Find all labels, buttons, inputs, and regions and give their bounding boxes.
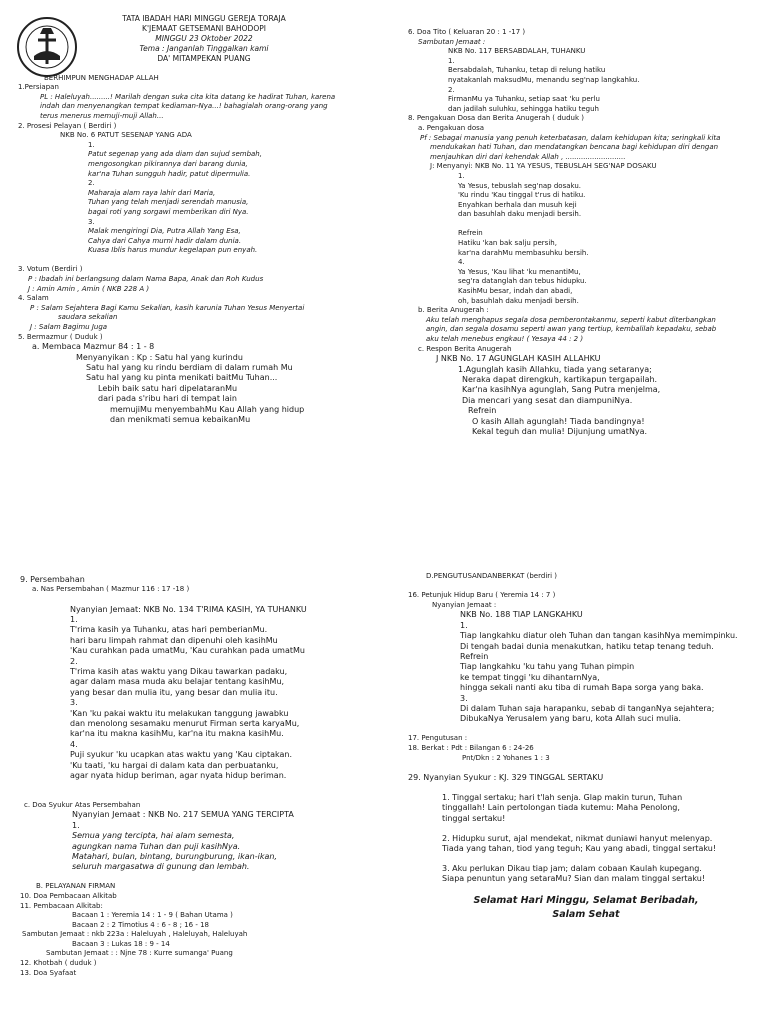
text-line: saudara sekalian: [58, 313, 118, 322]
text-line: Enyahkan berhala dan musuh keji: [458, 200, 577, 209]
text-line: Salam Sehat: [552, 909, 620, 921]
blank-line: [408, 854, 764, 864]
blank-line: [20, 791, 392, 801]
text-line: Patut segenap yang ada diam dan sujud sembah,: [88, 150, 262, 159]
text-line: hari baru limpah rahmat dan dipenuhi oleh kasihMu: [70, 635, 278, 645]
text-line: c. Doa Syukur Atas Persembahan: [24, 800, 141, 809]
text-line: Refrein: [458, 229, 483, 238]
column-bottom-right: [408, 572, 764, 922]
text-line: BERHIMPUN MENGHADAP ALLAH: [44, 73, 159, 82]
blank-line: [408, 725, 764, 735]
text-line: oh, basuhlah daku menjadi bersih.: [458, 296, 579, 305]
text-line: seg'ra datanglah dan tebus hidupku.: [458, 277, 587, 286]
text-line: agar dalam masa muda aku belajar tentang kasihMu,: [70, 677, 285, 687]
text-line: PL : Haleluyah.........! Marilah dengan suka cita kita datang ke hadirat Tuhan, karena: [40, 92, 336, 101]
text-line: MINGGU 23 Oktober 2022: [155, 34, 253, 43]
text-line: Matahari, bulan, bintang, burungburung, ikan-ikan,: [72, 851, 277, 861]
text-line: Maharaja alam raya lahir dari Maria,: [88, 188, 216, 197]
text-line: aku telah menebus engkau! ( Yesaya 44 : 2 ): [426, 335, 584, 343]
text-line: Sambutan Jemaat : nkb 223a : Haleluyah , Haleluyah, Haleluyah: [22, 930, 248, 939]
blank-line: [408, 824, 764, 834]
text-line: NKB No. 6 PATUT SESENAP YANG ADA: [60, 131, 192, 140]
text-line: seluruh margasatwa di gunung dan lembah.: [72, 862, 250, 872]
text-line: 3. Votum (Berdiri ): [18, 265, 83, 274]
text-line: dan basuhlah daku menjadi bersih.: [458, 210, 582, 219]
text-line: Kuasa Iblis harus mundur kegelapan pun enyah.: [88, 246, 258, 255]
blank-line: [408, 783, 764, 793]
text-line: dan menikmati semua kebaikanMu: [110, 415, 251, 425]
text-line: 4. Salam: [18, 294, 49, 303]
text-line: Siapa penuntun yang setaraMu? Sian dan malam tinggal sertaku!: [442, 874, 706, 884]
text-line: 17. Pengutusan :: [408, 734, 468, 743]
text-line: dari pada s'ribu hari di tempat lain: [98, 394, 237, 404]
text-line: Kar'na kasihNya agunglah, Sang Putra menjelma,: [462, 385, 661, 395]
text-line: Satu hal yang ku rindu berdiam di dalam rumah Mu: [86, 363, 293, 373]
text-line: 5. Bermazmur ( Duduk ): [18, 332, 103, 341]
text-line: T'rima kasih atas waktu yang Dikau tawarkan padaku,: [70, 667, 288, 677]
text-line: P : Salam Sejahtera Bagi Kamu Sekalian, kasih karunia Tuhan Yesus Menyertai: [30, 303, 305, 312]
text-line: 3. Aku perlukan Dikau tiap jam; dalam cobaan Kaulah kupegang.: [442, 864, 702, 874]
text-line: 1.: [460, 620, 468, 630]
text-line: Refrein: [460, 652, 489, 661]
blank-line: [408, 763, 764, 773]
text-line: b. Berita Anugerah :: [418, 306, 489, 315]
text-line: 6. Doa Tito ( Keluaran 20 : 1 -17 ): [408, 28, 526, 36]
text-line: TATA IBADAH HARI MINGGU GEREJA TORAJA: [122, 14, 286, 23]
text-line: DA' MITAMPEKAN PUANG: [157, 54, 251, 63]
text-line: NKB No. 188 TIAP LANGKAHKU: [460, 610, 583, 620]
text-line: dan jadilah suluhku, sehingga hatiku teguh: [448, 104, 599, 113]
text-line: 1.Agunglah kasih Allahku, tiada yang setaranya;: [458, 364, 652, 374]
text-line: 18. Berkat : Pdt : Bilangan 6 : 24-26: [408, 744, 534, 753]
text-line: O kasih Allah agunglah! Tiada bandingnya!: [472, 416, 645, 426]
column-top-left: [18, 14, 390, 425]
text-line: DibukaNya Yerusalem yang baru, kota Allah suci mulia.: [460, 714, 681, 724]
text-line: Hatiku 'kan bak salju persih,: [458, 239, 557, 248]
text-line: Nyanyian Jemaat: NKB No. 134 T'RIMA KASIH, YA TUHANKU: [70, 604, 307, 614]
text-line: 'Ku rindu 'Kau tinggal t'rus di hatiku.: [458, 191, 586, 200]
text-line: 3.: [88, 217, 95, 226]
text-line: T'rima kasih ya Tuhanku, atas hari pemberianMu.: [70, 625, 268, 635]
text-line: Ya Yesus, 'Kau lihat 'ku menantiMu,: [458, 267, 581, 276]
text-line: 'Kan 'ku pakai waktu itu melakukan tanggung jawabku: [70, 708, 289, 718]
text-line: mengosongkan pikirannya dari barang dunia,: [88, 159, 248, 168]
text-line: Aku telah menghapus segala dosa pemberontakanmu, seperti kabut diterbangkan: [426, 315, 716, 324]
text-line: ke tempat tinggi 'ku dihantarnNya,: [460, 672, 600, 682]
text-line: a. Membaca Mazmur 84 : 1 - 8: [32, 342, 155, 352]
text-line: 11. Pembacaan Alkitab:: [20, 901, 103, 910]
text-line: a. Nas Persembahan ( Mazmur 116 : 17 -18 ): [32, 585, 190, 594]
text-line: K'JEMAAT GETSEMANI BAHODOPI: [142, 24, 266, 33]
text-line: Bersabdalah, Tuhanku, tetap di relung hatiku: [448, 66, 606, 75]
blank-line: [18, 64, 390, 74]
text-line: J NKB No. 17 AGUNGLAH KASIH ALLAHKU: [436, 354, 601, 364]
text-line: 4.: [458, 258, 465, 267]
text-line: tinggal sertaku!: [442, 813, 506, 823]
text-line: indah dan menyenangkan tempat kediaman-Nya...! bahagialah orang-orang yang: [40, 102, 328, 111]
text-line: 'Ku taati, 'ku hargai di dalam kata dan perbuatanku,: [70, 760, 279, 770]
text-line: 4.: [70, 739, 78, 749]
text-line: kar'na itu makna kasihMu, kar'na itu makna kasihMu.: [70, 729, 284, 739]
text-line: 2. Prosesi Pelayan ( Berdiri ): [18, 121, 117, 130]
text-line: Di dalam Tuhan saja harapanku, sebab di tanganNya sejahtera;: [460, 704, 715, 714]
text-line: 2. Hidupku surut, ajal mendekat, nikmat duniawi hanyut melenyap.: [442, 833, 713, 843]
text-line: a. Pengakuan dosa: [418, 123, 485, 132]
text-line: kar'na Tuhan sungguh hadir, patut dipermulia.: [88, 169, 251, 178]
text-line: bagai roti yang sorgawi memberikan diri Nya.: [88, 207, 249, 216]
text-line: 1.: [72, 820, 80, 830]
text-line: 1.: [88, 140, 95, 149]
text-line: J : Salam Bagimu Juga: [30, 323, 108, 332]
text-line: 12. Khotbah ( duduk ): [20, 959, 97, 968]
text-line: Refrein: [468, 406, 497, 416]
text-line: Semua yang tercipta, hai alam semesta,: [72, 831, 235, 841]
blank-line: [18, 256, 390, 266]
text-line: Neraka dapat direngkuh, kartikapun tergapailah.: [462, 375, 658, 384]
text-line: Kekal teguh dan mulia! Dijunjung umatNya.: [472, 427, 648, 437]
text-line: Bacaan 2 : 2 Timotius 4 : 6 - 8 ; 16 - 18: [72, 920, 209, 929]
text-line: Bacaan 3 : Lukas 18 : 9 - 14: [72, 939, 170, 948]
text-line: Cahya dari Cahya murni hadir dalam dunia.: [88, 236, 242, 245]
text-line: 1.Persiapan: [18, 83, 59, 92]
text-line: KasihMu besar, indah dan abadi,: [458, 287, 573, 296]
text-line: mendukakan hati Tuhan, dan mendatangkan bencana bagi kehidupan diri dengan: [430, 143, 719, 152]
text-line: Ya Yesus, tebuslah seg'nap dosaku.: [458, 181, 582, 190]
column-bottom-left: [20, 575, 392, 978]
text-line: angin, dan segala dosamu seperti awan yang tertiup, kembalilah kepadaku, sebab: [426, 325, 717, 334]
blank-line: [20, 595, 392, 605]
text-line: 2.: [70, 656, 78, 666]
text-line: hingga sekali nanti aku tiba di rumah Bapa sorga yang baka.: [460, 683, 704, 693]
text-line: Tema : Janganlah Tinggalkan kami: [139, 44, 269, 53]
text-line: 9. Persembahan: [20, 575, 85, 584]
text-line: J : Amin Amin , Amin ( NKB 228 A ): [28, 284, 150, 293]
text-line: 1.: [70, 615, 78, 624]
text-line: Di tengah badai dunia menakutkan, hatiku tetap tenang teduh.: [460, 641, 714, 651]
text-line: 1.: [448, 56, 455, 65]
text-line: Nyanyian Jemaat : NKB No. 217 SEMUA YANG TERCIPTA: [72, 810, 294, 820]
text-line: 'Kau curahkan pada umatMu, 'Kau curahkan pada umatMu: [70, 646, 305, 656]
text-line: kar'na darahMu membasuhku bersih.: [458, 248, 589, 257]
text-line: P : Ibadah ini berlangsung dalam Nama Bapa, Anak dan Roh Kudus: [28, 275, 264, 284]
blank-line: [408, 220, 764, 230]
text-line: nyatakanlah maksudMu, menandu seg'nap langkahku.: [448, 75, 640, 84]
text-line: Nyanyian Jemaat :: [432, 600, 497, 609]
text-line: Malak mengiringi Dia, Putra Allah Yang Esa,: [88, 227, 241, 236]
text-line: dan menolong sesamaku menurut Firman serta karyaMu,: [70, 719, 300, 729]
text-line: tinggallah! Lain pertolongan tiada kutemu: Maha Penolong,: [442, 803, 680, 813]
text-line: FirmanMu ya Tuhanku, setiap saat 'ku perlu: [448, 95, 600, 104]
text-line: 1. Tinggal sertaku; hari t'lah senja. Glap makin turun, Tuhan: [442, 792, 683, 802]
text-line: 3.: [70, 698, 78, 708]
text-line: 3.: [460, 693, 468, 703]
text-line: Pf : Sebagai manusia yang penuh keterbatasan, dalam kehidupan kita; seringkali kita: [420, 133, 721, 142]
text-line: 8. Pengakuan Dosa dan Berita Anugerah ( duduk ): [408, 114, 584, 123]
text-line: memujiMu menyembahMu Kau Allah yang hidup: [110, 404, 305, 414]
blank-line: [408, 582, 764, 592]
text-line: terus menerus memuji-muji Allah...: [40, 111, 164, 120]
text-line: Tuhan yang telah menjadi serendah manusia,: [88, 198, 249, 207]
text-line: 16. Petunjuk Hidup Baru ( Yeremia 14 : 7 ): [408, 591, 556, 600]
blank-line: [408, 885, 764, 895]
text-line: agungkan nama Tuhan dan puji kasihNya.: [72, 841, 241, 851]
text-line: 2.: [448, 85, 455, 94]
text-line: Bacaan 1 : Yeremia 14 : 1 - 9 ( Bahan Utama ): [72, 911, 233, 920]
text-line: B. PELAYANAN FIRMAN: [36, 882, 116, 891]
text-line: 29. Nyanyian Syukur : KJ. 329 TINGGAL SERTAKU: [408, 772, 604, 782]
text-line: Dia mencari yang sesat dan diampuniNya.: [462, 395, 633, 405]
text-line: NKB No. 117 BERSABDALAH, TUHANKU: [448, 47, 586, 56]
text-line: Puji syukur 'ku ucapkan atas waktu yang 'Kau ciptakan.: [70, 750, 293, 760]
blank-line: [20, 782, 392, 792]
column-top-right: [408, 28, 764, 437]
text-line: Menyanyikan : Kp : Satu hal yang kurindu: [76, 352, 243, 362]
text-line: yang besar dan mulia itu, yang besar dan mulia itu.: [70, 687, 278, 697]
text-line: Pnt/Dkn : 2 Yohanes 1 : 3: [462, 753, 550, 762]
text-line: Tiap langkahku diatur oleh Tuhan dan tangan kasihNya memimpinku.: [460, 631, 738, 641]
text-line: 2.: [88, 179, 95, 188]
text-line: D.PENGUTUSANDANBERKAT (berdiri ): [426, 572, 558, 580]
text-line: Tiada yang tahan, tiod yang teguh; Kau yang abadi, tinggal sertaku!: [442, 844, 717, 854]
text-line: J: Menyanyi: NKB No. 11 YA YESUS, TEBUSLAH SEG'NAP DOSAKU: [430, 162, 657, 171]
text-line: 13. Doa Syafaat: [20, 968, 77, 977]
blank-line: [20, 873, 392, 883]
text-line: c. Respon Berita Anugerah: [418, 344, 512, 353]
text-line: Satu hal yang ku pinta menikati baitMu Tuhan...: [86, 373, 278, 383]
text-line: Sambutan Jemaat :: [418, 37, 486, 46]
text-line: Tiap langkahku 'ku tahu yang Tuhan pimpin: [460, 662, 635, 672]
text-line: Selamat Hari Minggu, Selamat Beribadah,: [473, 895, 699, 907]
text-line: Sambutan Jemaat : : Njne 78 : Kurre sumanga' Puang: [46, 949, 233, 958]
text-line: 1.: [458, 171, 465, 180]
text-line: 10. Doa Pembacaan Alkitab: [20, 891, 117, 900]
text-line: agar nyata hidup beriman, agar nyata hidup beriman.: [70, 771, 287, 781]
text-line: Lebih baik satu hari dipelataranMu: [98, 383, 238, 393]
text-line: menjauhkan diri dari kehendak Allah , ...........................: [430, 152, 626, 161]
